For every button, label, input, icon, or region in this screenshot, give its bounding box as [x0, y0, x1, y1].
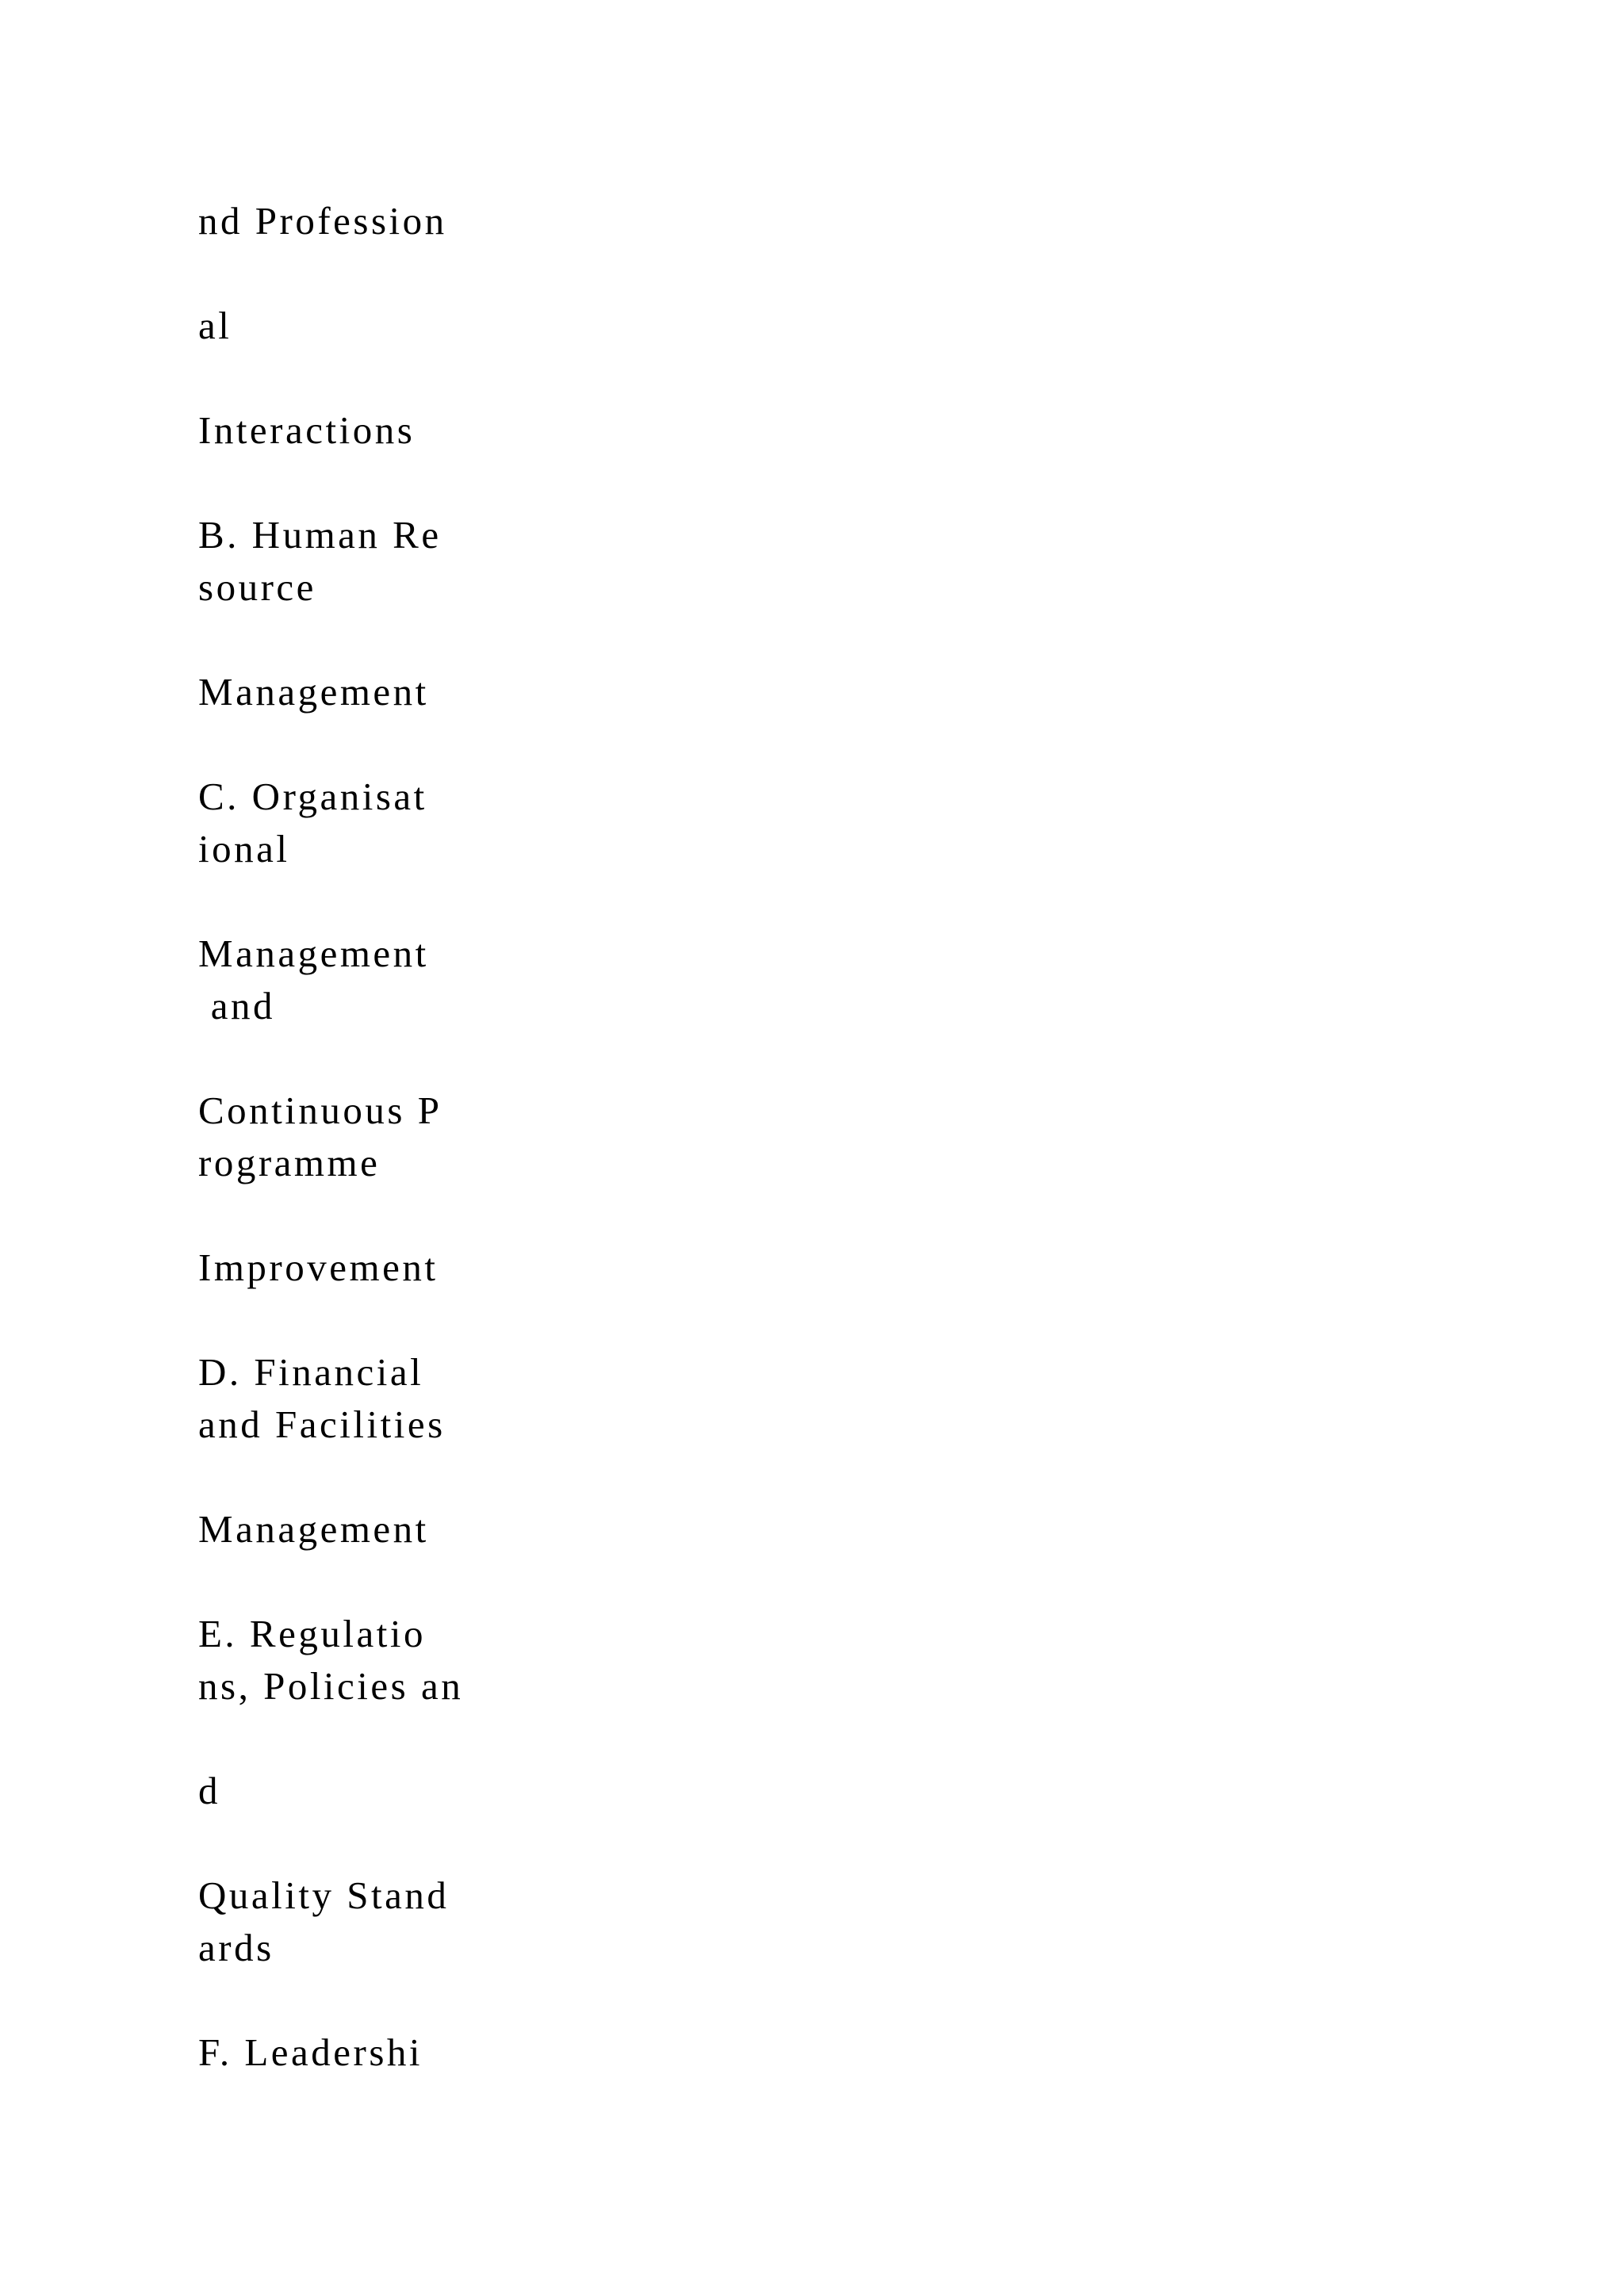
text-line: Management [198, 670, 429, 714]
text-line: C. Organisat [198, 775, 427, 818]
text-line: E. Regulatio [198, 1612, 426, 1655]
text-line: ional [198, 827, 290, 871]
text-line: Interactions [198, 408, 416, 452]
text-line: Continuous P [198, 1089, 442, 1132]
text-line: B. Human Re [198, 513, 442, 557]
text-line: Quality Stand [198, 1873, 450, 1917]
text-line: and [198, 984, 275, 1027]
text-line: Management [198, 932, 429, 975]
text-line: Management [198, 1507, 429, 1551]
text-line: and Facilities [198, 1402, 446, 1446]
text-line: d [198, 1769, 220, 1812]
text-line: F. Leadershi [198, 2030, 423, 2074]
text-line: source [198, 565, 316, 609]
text-line: rogramme [198, 1141, 381, 1184]
text-line: Improvement [198, 1246, 439, 1289]
text-line: nd Profession [198, 199, 447, 243]
text-line: D. Financial [198, 1350, 424, 1394]
text-line: ns, Policies an [198, 1664, 464, 1708]
text-line: al [198, 304, 232, 347]
text-line: ards [198, 1926, 274, 1969]
